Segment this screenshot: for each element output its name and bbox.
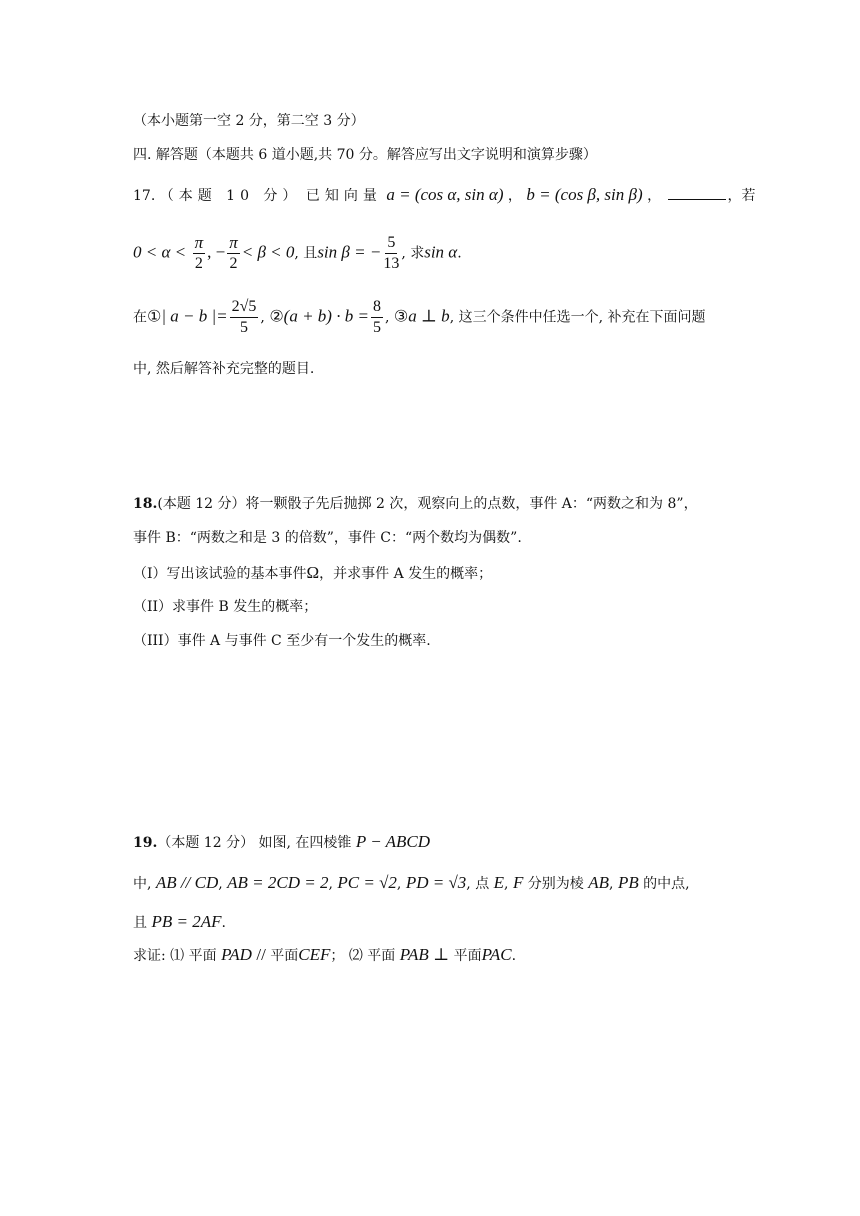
frac-den: 5	[240, 319, 249, 336]
q19-line2: 中, AB // CD, AB = 2CD = 2, PC = √2, PD = √3, 点 E, F 分别为棱 AB, PB 的中点,	[133, 873, 690, 892]
q16-score-note: （本小题第一空 2 分，第二空 3 分）	[133, 113, 365, 129]
q17-line1: 17. （本题 10 分） 已知向量 a = (cos α, sin α) ， b = (cos β, sin β) ， ，若	[133, 185, 756, 204]
q17-number: 17.	[133, 188, 156, 204]
frac-num: π	[229, 233, 238, 252]
q19-prove-pre: 求证: ⑴ 平面	[133, 948, 217, 964]
q19-point-f: F	[512, 873, 524, 892]
q17-pi-over-2-b	[227, 233, 240, 274]
q18-part1	[133, 563, 492, 584]
q19-ab-parallel-cd: AB // CD	[155, 873, 219, 892]
q19-pb-eq: PB = 2AF	[151, 912, 222, 931]
q19-line1-text: （本题 12 分） 如图, 在四棱锥	[157, 835, 352, 851]
q17-cond2: (a + b) · b =	[283, 306, 369, 326]
q17-cond-end: 中, 然后解答补充完整的题目.	[133, 361, 315, 377]
q19-pac: PAC	[481, 945, 512, 964]
q18-part1-post: ，并求事件 A 发生的概率；	[319, 566, 493, 582]
q19-midpoints: 分别为棱	[527, 876, 584, 892]
q19-plane-2: 平面	[453, 948, 482, 964]
q19-points: , 点	[466, 876, 490, 892]
q17-vector-b: b = (cos β, sin β)	[526, 185, 643, 204]
q18-part2: （II）求事件 B 发生的概率；	[133, 599, 318, 615]
q19-line3: 且 PB = 2AF.	[133, 912, 226, 931]
q17-range-beta-post: < β < 0	[241, 242, 295, 262]
q18-omega: Ω	[306, 563, 320, 582]
q19-line1	[133, 832, 430, 853]
q18-part3: （III）事件 A 与事件 C 至少有一个发生的概率.	[133, 633, 431, 649]
q19-plane-1: 平面	[270, 948, 299, 964]
q19-zhong: 中,	[133, 876, 152, 892]
q17-range-alpha: 0 < α <	[133, 242, 187, 262]
q19-pc-eq: PC = √2	[337, 873, 397, 892]
q19-prove: 求证: ⑴ 平面 PAD // 平面CEF； ⑵ 平面 PAB ⊥ 平面PAC.	[133, 945, 517, 964]
q19-pd-eq: PD = √3	[405, 873, 467, 892]
frac-den: 13	[383, 255, 400, 272]
frac-num: 2√5	[230, 297, 259, 318]
q17-cond-tail: , 这三个条件中任选一个, 补充在下面问题	[449, 309, 706, 326]
frac-den: 2	[229, 255, 238, 272]
q17-pi-over-2-a	[193, 233, 206, 274]
q19-ab-eq: AB = 2CD = 2	[227, 873, 329, 892]
q18-number: 18.	[133, 496, 158, 512]
q17-cond3: a ⊥ b	[408, 306, 450, 326]
q17-sin-alpha: sin α	[424, 242, 458, 262]
q17-conditions: 在①| a − b |= $\frac{2√5}{5}$ , ②(a + b) · b = $\frac{8}{5}$ , ③a ⊥ b, 这三个条件中任选一个, 补充在下面问题	[133, 298, 706, 336]
q18-part1-pre: （I）写出该试验的基本事件	[133, 566, 307, 582]
section-heading: 四. 解答题（本题共 6 道小题,共 70 分。解答应写出文字说明和演算步骤）	[133, 147, 597, 163]
q17-sin-beta: sin β = −	[317, 242, 382, 262]
q17-ask: , 求	[401, 245, 425, 262]
q18-line2: 事件 B：“两数之和是 3 的倍数”，事件 C：“两个数均为偶数”.	[133, 530, 522, 546]
q19-pyramid: P − ABCD	[355, 832, 431, 851]
q17-cond2-frac	[371, 297, 383, 338]
frac-num: π	[194, 233, 204, 252]
q18-line1	[133, 494, 698, 514]
q19-pab: PAB	[399, 945, 429, 964]
q19-number: 19.	[133, 835, 158, 851]
q18-line1-text: (本题 12 分）将一颗骰子先后抛掷 2 次，观察向上的点数，事件 A：“两数之和为 8”，	[157, 496, 698, 512]
q19-pb: PB	[617, 873, 639, 892]
q19-parallel: //	[256, 945, 266, 964]
q17-blank	[668, 187, 726, 200]
q17-range-beta-pre: , −	[207, 242, 226, 262]
q17-cond-intro: 在	[133, 309, 147, 326]
circle-3-icon: ③	[393, 306, 409, 326]
q19-point-e: E	[493, 873, 505, 892]
q19-cef: CEF	[298, 945, 331, 964]
q17-score: （本题 10 分）	[159, 188, 302, 204]
frac-den: 5	[372, 319, 381, 336]
q17-period: .	[457, 245, 462, 262]
circle-2-icon: ②	[269, 306, 284, 326]
q17-ruo: ，若	[727, 188, 756, 204]
q17-and: , 且	[294, 245, 318, 262]
q17-cond1: | a − b |=	[161, 306, 228, 326]
q19-prove-mid: ； ⑵ 平面	[330, 948, 396, 964]
q19-pad: PAD	[221, 945, 252, 964]
q17-five-thirteen	[383, 233, 399, 274]
frac-num: 8	[371, 297, 383, 318]
q17-vector-a: a = (cos α, sin α)	[386, 185, 504, 204]
q17-line2	[133, 233, 462, 274]
frac-den: 2	[194, 255, 203, 272]
q19-qie: 且	[133, 915, 147, 931]
q19-perp: ⊥	[433, 945, 450, 964]
q19-of-mid: 的中点,	[643, 876, 690, 892]
frac-num: 5	[385, 233, 397, 254]
q19-ab: AB	[588, 873, 610, 892]
circle-1-icon: ①	[147, 306, 162, 326]
q17-cond1-frac	[230, 297, 259, 338]
q17-given: 已知向量	[305, 188, 382, 204]
